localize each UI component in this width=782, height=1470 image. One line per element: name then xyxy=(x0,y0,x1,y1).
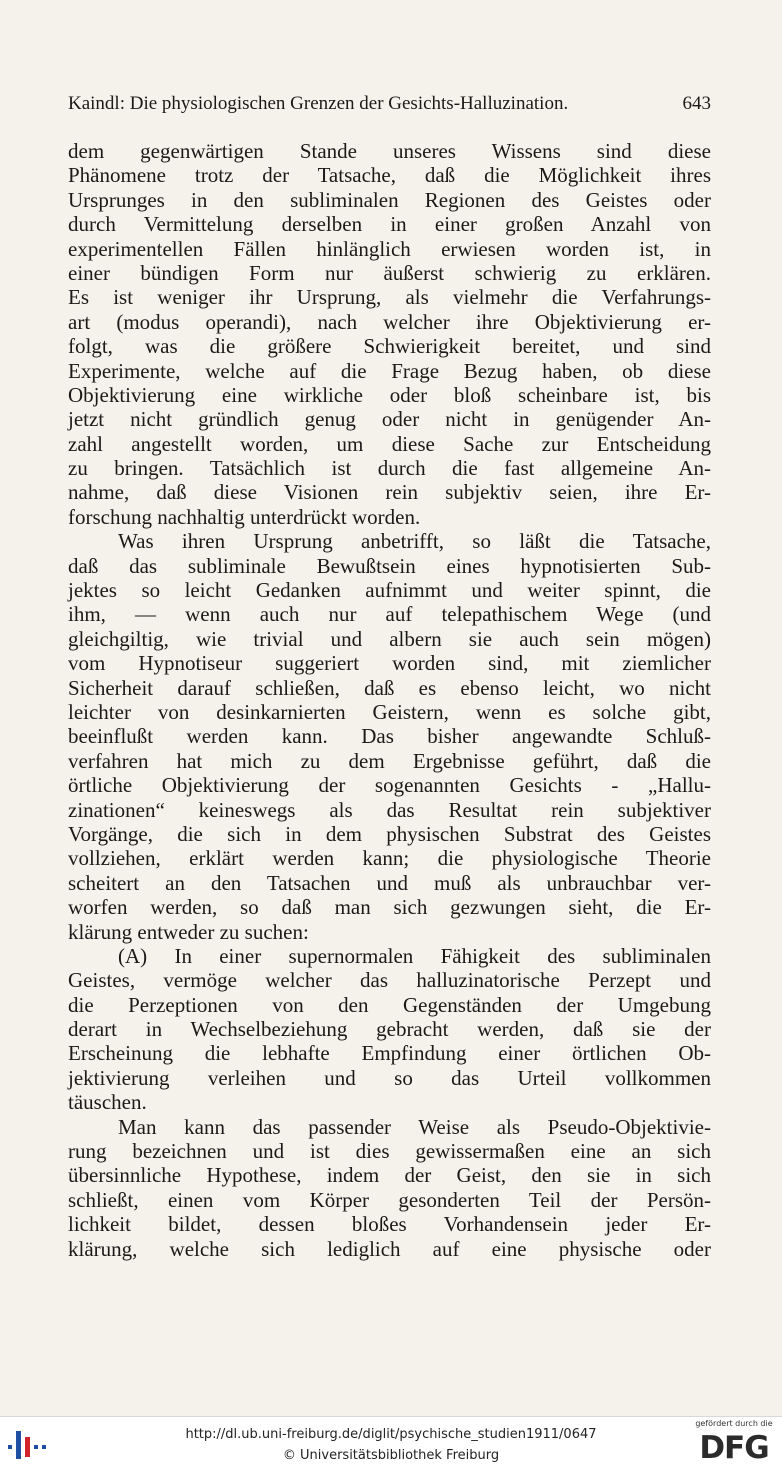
viewer-footer xyxy=(0,1416,782,1470)
text-line: Was ihren Ursprung anbetrifft, so läßt die Tatsache, xyxy=(118,529,711,554)
text-line: experimentellen Fällen hinlänglich erwiesen worden ist, in xyxy=(68,236,711,261)
text-line: schließt, einen vom Körper gesonderten Teil der Persön- xyxy=(68,1187,711,1212)
text-line: Geistes, vermöge welcher das halluzinatorische Perzept und xyxy=(68,968,711,993)
text-line: folgt, was die größere Schwierigkeit bereitet, und sind xyxy=(68,334,711,359)
page-number: 643 xyxy=(682,93,711,114)
text-line: dem gegenwärtigen Stande unseres Wissens sind diese xyxy=(68,139,711,163)
text-line: lichkeit bildet, dessen bloßes Vorhandensein jeder Er- xyxy=(68,1212,711,1237)
text-line: zahl angestellt worden, um diese Sache zur Entscheidung xyxy=(68,431,711,456)
text-line: jektivierung verleihen und so das Urteil vollkommen xyxy=(68,1065,711,1090)
text-line: zu bringen. Tatsächlich ist durch die fast allgemeine An- xyxy=(68,456,711,481)
text-line: ihm, — wenn auch nur auf telepathischem Wege (und xyxy=(68,602,711,627)
text-line: örtliche Objektivierung der sogenannten Gesichts - „Hallu- xyxy=(68,773,711,798)
body-text xyxy=(68,139,711,1261)
running-header xyxy=(68,92,711,116)
text-line: zinationen“ keineswegs als das Resultat rein subjektiver xyxy=(68,797,711,822)
text-line: verfahren hat mich zu dem Ergebnisse geführt, daß die xyxy=(68,748,711,773)
running-title: Kaindl: Die physiologischen Grenzen der Gesichts-Halluzination. xyxy=(68,93,569,114)
text-line: beeinflußt werden kann. Das bisher angewandte Schluß- xyxy=(68,724,711,749)
text-line: Objektivierung eine wirkliche oder bloß scheinbare ist, bis xyxy=(68,382,711,407)
text-line: gleichgiltig, wie trivial und albern sie auch sein mögen) xyxy=(68,626,711,651)
dfg-logo-text: DFG xyxy=(699,1430,769,1466)
text-line: vollziehen, erklärt werden kann; die physiologische Theorie xyxy=(68,846,711,871)
text-line: jektes so leicht Gedanken aufnimmt und weiter spinnt, die xyxy=(68,578,711,603)
text-line: nahme, daß diese Visionen rein subjektiv seien, ihre Er- xyxy=(68,480,711,505)
text-line: einer bündigen Form nur äußerst schwierig zu erklären. xyxy=(68,260,711,285)
text-line: Experimente, welche auf die Frage Bezug haben, ob diese xyxy=(68,358,711,383)
text-line: worfen werden, so daß man sich gezwungen sieht, die Er- xyxy=(68,895,711,920)
text-line: leichter von desinkarnierten Geistern, wenn es solche gibt, xyxy=(68,699,711,724)
text-line: Erscheinung die lebhafte Empfindung einer örtlichen Ob- xyxy=(68,1041,711,1066)
text-line: jetzt nicht gründlich genug oder nicht in genügender An- xyxy=(68,407,711,432)
text-line: (A) In einer supernormalen Fähigkeit des subliminalen xyxy=(118,943,711,968)
dfg-caption: gefördert durch die xyxy=(695,1419,773,1428)
text-line: Phänomene trotz der Tatsache, daß die Möglichkeit ihres xyxy=(68,163,711,188)
text-line: Man kann das passender Weise als Pseudo-Objektivie- xyxy=(118,1114,711,1139)
text-line: art (modus operandi), nach welcher ihre Objektivierung er- xyxy=(68,309,711,334)
text-line: rung bezeichnen und ist dies gewissermaßen eine an sich xyxy=(68,1139,711,1164)
text-line: täuschen. xyxy=(68,1090,147,1115)
text-line: vom Hypnotiseur suggeriert worden sind, mit ziemlicher xyxy=(68,651,711,676)
text-line: Ursprunges in den subliminalen Regionen des Geistes oder xyxy=(68,187,711,212)
text-line: daß das subliminale Bewußtsein eines hypnotisierten Sub- xyxy=(68,553,711,578)
text-line: scheitert an den Tatsachen und muß als unbrauchbar ver- xyxy=(68,870,711,895)
text-line: die Perzeptionen von den Gegenständen der Umgebung xyxy=(68,992,711,1017)
text-line: Es ist weniger ihr Ursprung, als vielmehr die Verfahrungs- xyxy=(68,285,711,310)
text-line: forschung nachhaltig unterdrückt worden. xyxy=(68,504,421,529)
dfg-logo xyxy=(694,1419,774,1467)
text-line: klärung entweder zu suchen: xyxy=(68,919,309,944)
text-line: derart in Wechselbeziehung gebracht werden, daß sie der xyxy=(68,1017,711,1042)
copyright-notice: © Universitätsbibliothek Freiburg xyxy=(282,1448,500,1463)
text-line: durch Vermittelung derselben in einer großen Anzahl von xyxy=(68,212,711,237)
page-url-link[interactable]: http://dl.ub.uni-freiburg.de/diglit/psychische_studien1911/0647 xyxy=(185,1427,597,1442)
text-line: übersinnliche Hypothese, indem der Geist, den sie in sich xyxy=(68,1163,711,1188)
text-line: Sicherheit darauf schließen, daß es ebenso leicht, wo nicht xyxy=(68,675,711,700)
text-line: Vorgänge, die sich in dem physischen Substrat des Geistes xyxy=(68,821,711,846)
text-line: klärung, welche sich lediglich auf eine physische oder xyxy=(68,1236,711,1261)
